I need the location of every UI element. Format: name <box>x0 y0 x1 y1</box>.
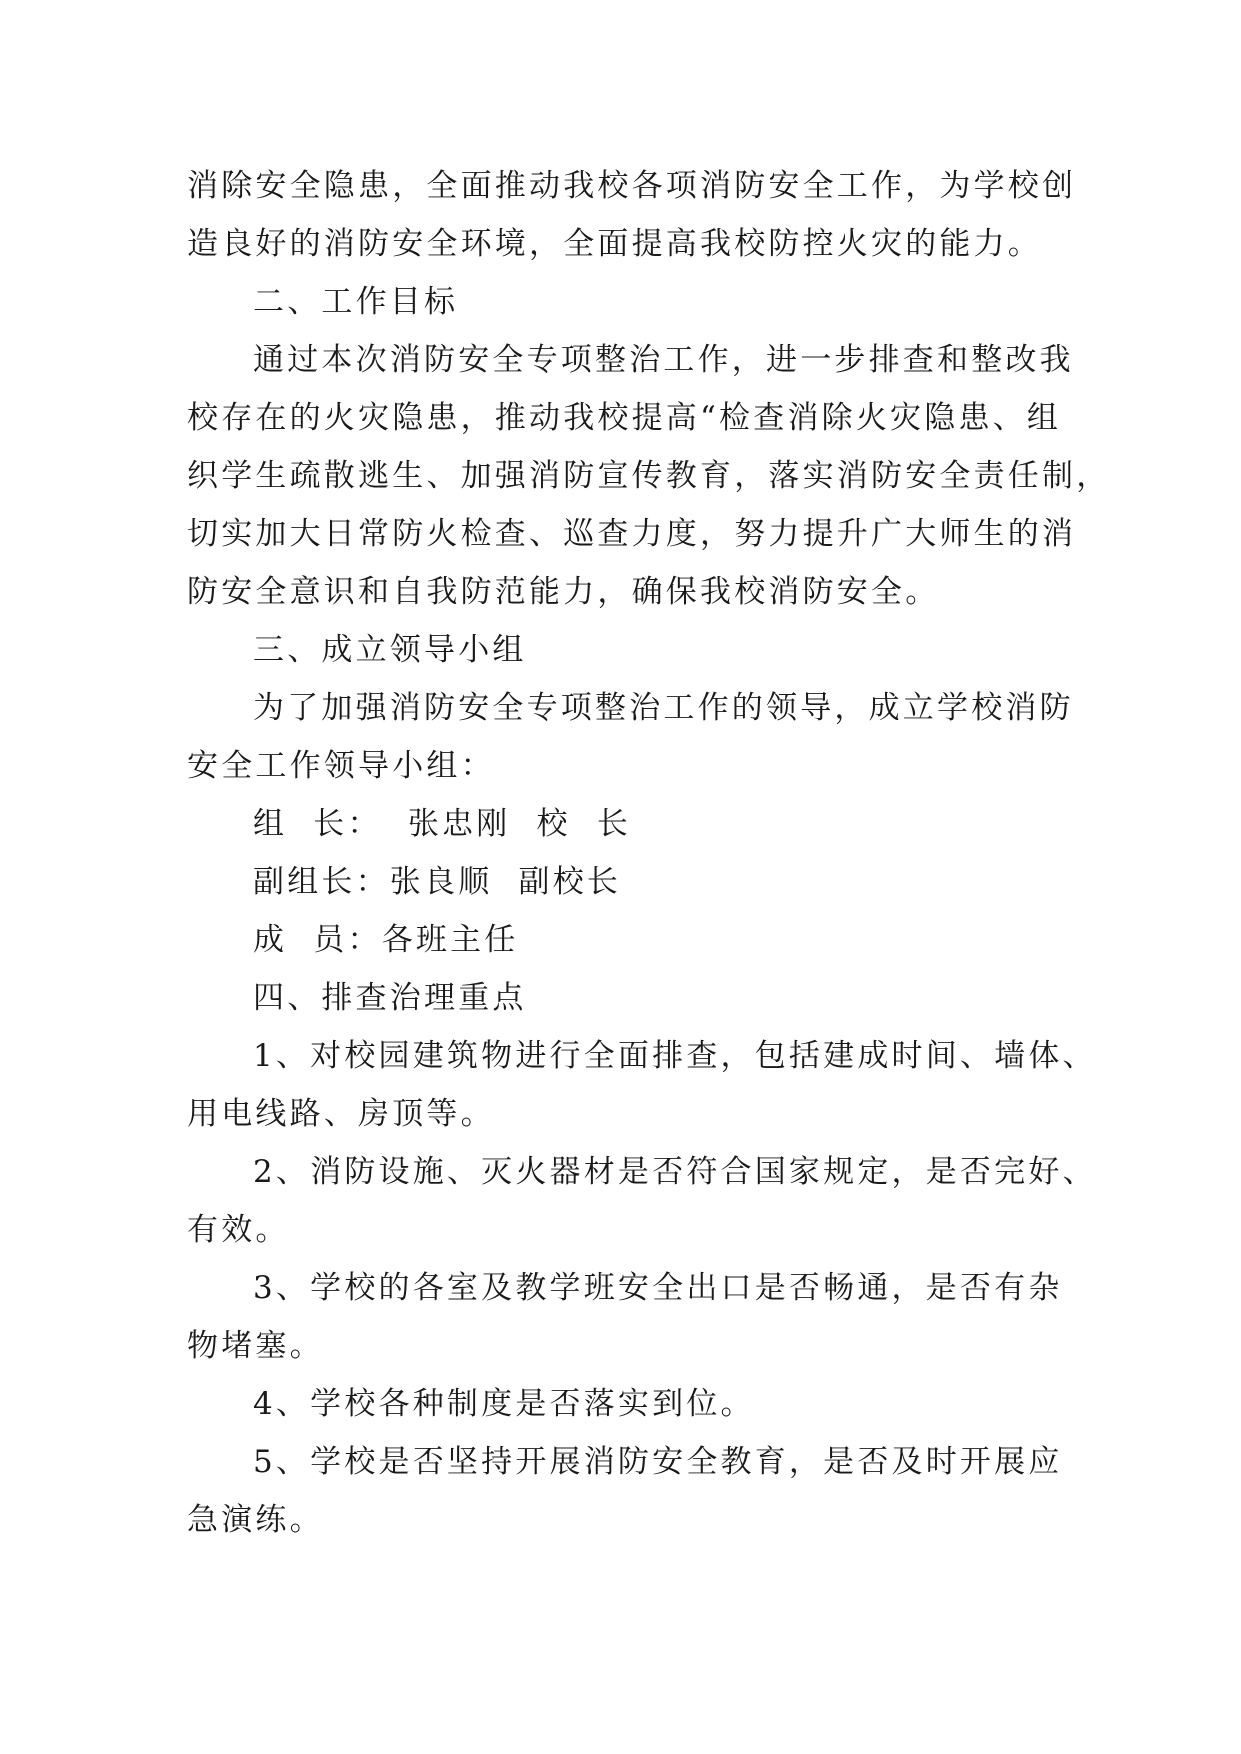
deputy-leader-line: 副组长：张良顺 副校长 <box>253 864 622 900</box>
paragraph-line: 为了加强消防安全专项整治工作的领导，成立学校消防 <box>253 690 1074 726</box>
paragraph-line: 织学生疏散逃生、加强消防宣传教育，落实消防安全责任制， <box>187 458 1111 494</box>
paragraph-line: 安全工作领导小组： <box>187 748 495 784</box>
list-item-line: 用电线路、房顶等。 <box>187 1096 495 1132</box>
list-item-line: 5、学校是否坚持开展消防安全教育，是否及时开展应 <box>253 1444 1063 1480</box>
list-item-line: 3、学校的各室及教学班安全出口是否畅通，是否有杂 <box>253 1270 1063 1306</box>
list-item-line: 物堵塞。 <box>187 1328 324 1364</box>
paragraph-line: 造良好的消防安全环境，全面提高我校防控火灾的能力。 <box>187 226 1042 262</box>
list-item-line: 4、学校各种制度是否落实到位。 <box>253 1386 755 1422</box>
paragraph-line: 防安全意识和自我防范能力，确保我校消防安全。 <box>187 574 940 610</box>
section-heading: 二、工作目标 <box>253 284 459 320</box>
list-item-line: 1、对校园建筑物进行全面排查，包括建成时间、墙体、 <box>253 1038 1097 1074</box>
leader-line: 组 长： 张忠刚 校 长 <box>253 806 632 842</box>
paragraph-line: 校存在的火灾隐患，推动我校提高“检查消除火灾隐患、组 <box>187 400 1062 436</box>
list-item-line: 有效。 <box>187 1212 290 1248</box>
list-item-line: 2、消防设施、灭火器材是否符合国家规定，是否完好、 <box>253 1154 1097 1190</box>
paragraph-line: 通过本次消防安全专项整治工作，进一步排查和整改我 <box>253 342 1074 378</box>
section-heading: 四、排查治理重点 <box>253 980 527 1016</box>
members-line: 成 员：各班主任 <box>253 922 519 958</box>
section-heading: 三、成立领导小组 <box>253 632 527 668</box>
paragraph-line: 切实加大日常防火检查、巡查力度，努力提升广大师生的消 <box>187 516 1077 552</box>
paragraph-line: 消除安全隐患，全面推动我校各项消防安全工作，为学校创 <box>187 168 1077 204</box>
list-item-line: 急演练。 <box>187 1502 324 1538</box>
